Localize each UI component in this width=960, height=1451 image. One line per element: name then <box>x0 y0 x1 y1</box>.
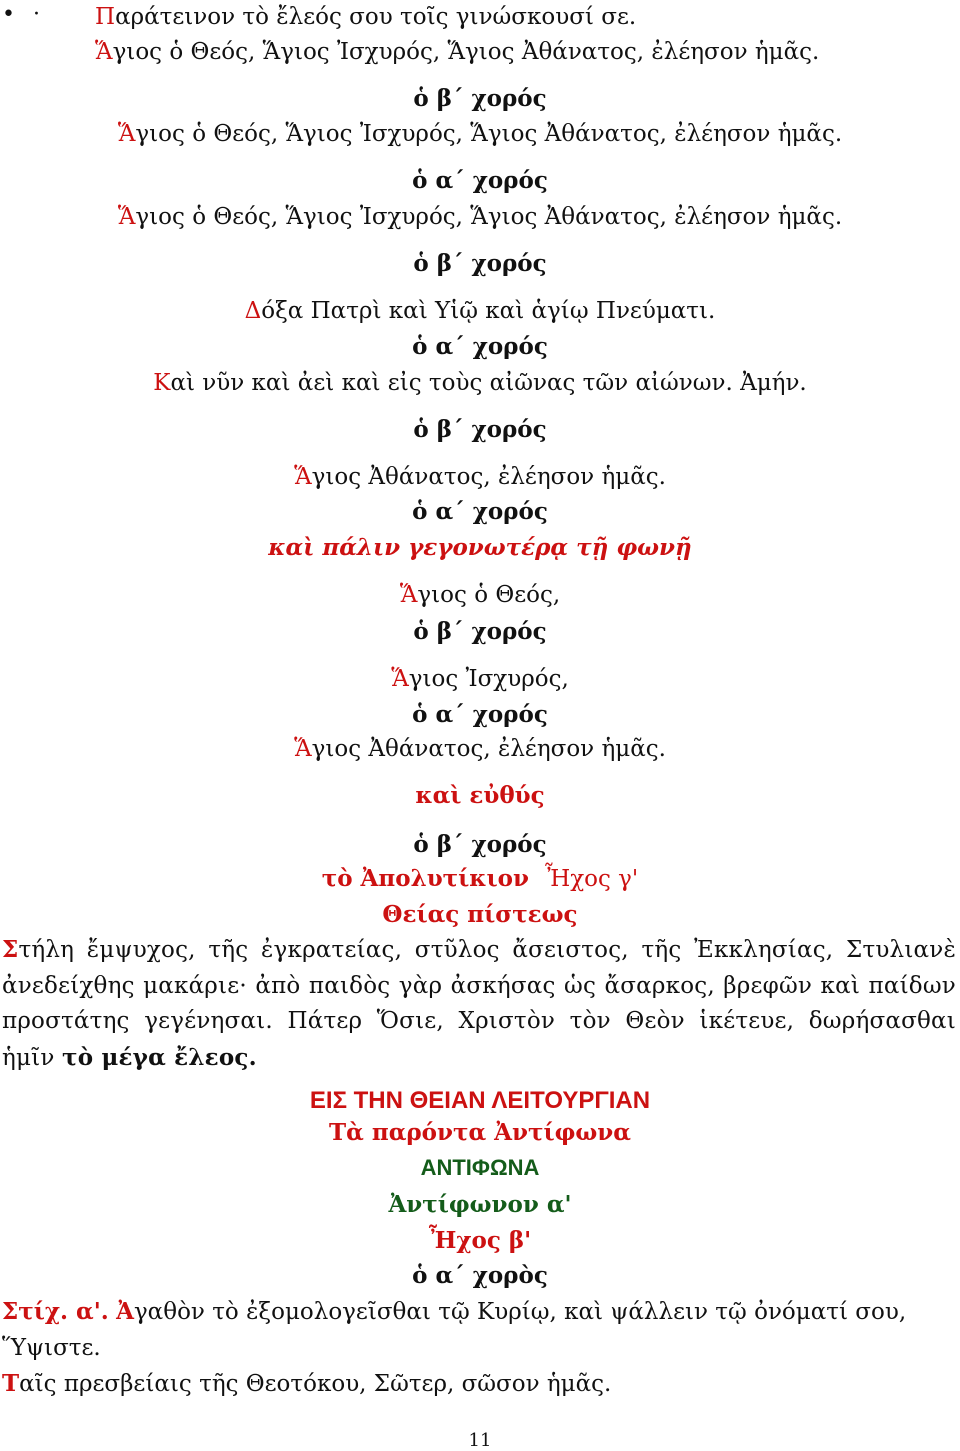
choir-a-label: ὁ α΄ χορός <box>412 701 548 728</box>
bullet-icon: • <box>2 2 15 27</box>
refrain-line: Ταῖς πρεσβείαις τῆς Θεοτόκου, Σῶτερ, σῶσον ἡμᾶς. <box>2 1370 612 1397</box>
trisagion-line-2: Ἅγιος ὁ Θεός, Ἅγιος Ἰσχυρός, Ἅγιος Ἀθάνατος, ἐλέησον ἡμᾶς. <box>117 121 843 147</box>
verse-a-continuation: Ὕψιστε. <box>2 1335 101 1361</box>
choir-a-label: ὁ α΄ χορός <box>412 498 548 525</box>
choir-a-label: ὁ α΄ χορὸς <box>412 1262 548 1289</box>
choir-b-label: ὁ β΄ χορός <box>413 416 547 443</box>
verse-a-line: Στίχ. α'. Ἀγαθὸν τὸ ἐξομολογεῖσθαι τῷ Κυρίῳ, καὶ ψάλλειν τῷ ὀνόματί σου, <box>2 1298 907 1325</box>
page-number: 11 <box>468 1430 492 1451</box>
antiphonon-a-heading: Ἀντίφωνον α' <box>388 1191 572 1218</box>
liturgy-tone: Ἦχος β' <box>428 1227 532 1254</box>
choir-a-label: ὁ α΄ χορός <box>412 333 548 360</box>
apolytikion-text: Στήλη ἔμψυχος, τῆς ἐγκρατείας, στῦλος ἄσειστος, τῆς Ἐκκλησίας, Στυλιανὲ ἀνεδείχθης μακάριε· ἀπὸ παιδὸς γὰρ ἀσκήσας ὡς ἄσαρκος, βρεφῶν καὶ παίδων προστάτης γεγένησαι. Πάτερ Ὅσιε, Χριστὸν τὸν Θεὸν ἱκέτευε, δωρήσασθαι ἡμῖν τὸ μέγα ἔλεος. <box>2 936 956 1071</box>
trisagion-line-3: Ἅγιος ὁ Θεός, Ἅγιος Ἰσχυρός, Ἅγιος Ἀθάνατος, ἐλέησον ἡμᾶς. <box>117 204 843 230</box>
apolytikion-incipit: Θείας πίστεως <box>382 901 578 928</box>
agios-athanatos-line-2: Ἅγιος Ἀθάνατος, ἐλέησον ἡμᾶς. <box>294 736 666 762</box>
rubric-palin: καὶ πάλιν γεγονωτέρᾳ τῇ φωνῇ <box>268 534 692 561</box>
separator-dot: · <box>33 2 40 27</box>
choir-b-label: ὁ β΄ χορός <box>413 85 547 112</box>
agios-theos-line: Ἅγιος ὁ Θεός, <box>399 582 561 608</box>
verse-paratinon: Παράτεινον τὸ ἔλεός σου τοῖς γινώσκουσί σε. <box>95 4 637 30</box>
choir-b-label: ὁ β΄ χορός <box>413 618 547 645</box>
choir-b-label: ὁ β΄ χορός <box>413 250 547 277</box>
trisagion-line-1: Ἅγιος ὁ Θεός, Ἅγιος Ἰσχυρός, Ἅγιος Ἀθάνατος, ἐλέησον ἡμᾶς. <box>95 39 820 65</box>
choir-b-label: ὁ β΄ χορός <box>413 831 547 858</box>
apolytikion-heading: τὸ Ἀπολυτίκιον Ἦχος γ' <box>321 865 639 892</box>
antiphona-heading: ΑΝΤΙΦΩΝΑ <box>420 1155 540 1180</box>
agios-athanatos-line-1: Ἅγιος Ἀθάνατος, ἐλέησον ἡμᾶς. <box>294 464 666 490</box>
doxa-line: Δόξα Πατρὶ καὶ Υἱῷ καὶ ἁγίῳ Πνεύματι. <box>244 298 716 324</box>
liturgy-heading: ΕΙΣ ΤΗΝ ΘΕΙΑΝ ΛΕΙΤΟΥΡΓΙΑΝ <box>309 1087 651 1114</box>
rubric-euthys: καὶ εὐθύς <box>415 782 545 809</box>
kai-nyn-line: Καὶ νῦν καὶ ἀεὶ καὶ εἰς τοὺς αἰῶνας τῶν αἰώνων. Ἀμήν. <box>153 370 807 396</box>
choir-a-label: ὁ α΄ χορός <box>412 167 548 194</box>
liturgy-subheading: Τὰ παρόντα Ἀντίφωνα <box>329 1119 631 1146</box>
agios-ischyros-line: Ἅγιος Ἰσχυρός, <box>391 666 569 692</box>
